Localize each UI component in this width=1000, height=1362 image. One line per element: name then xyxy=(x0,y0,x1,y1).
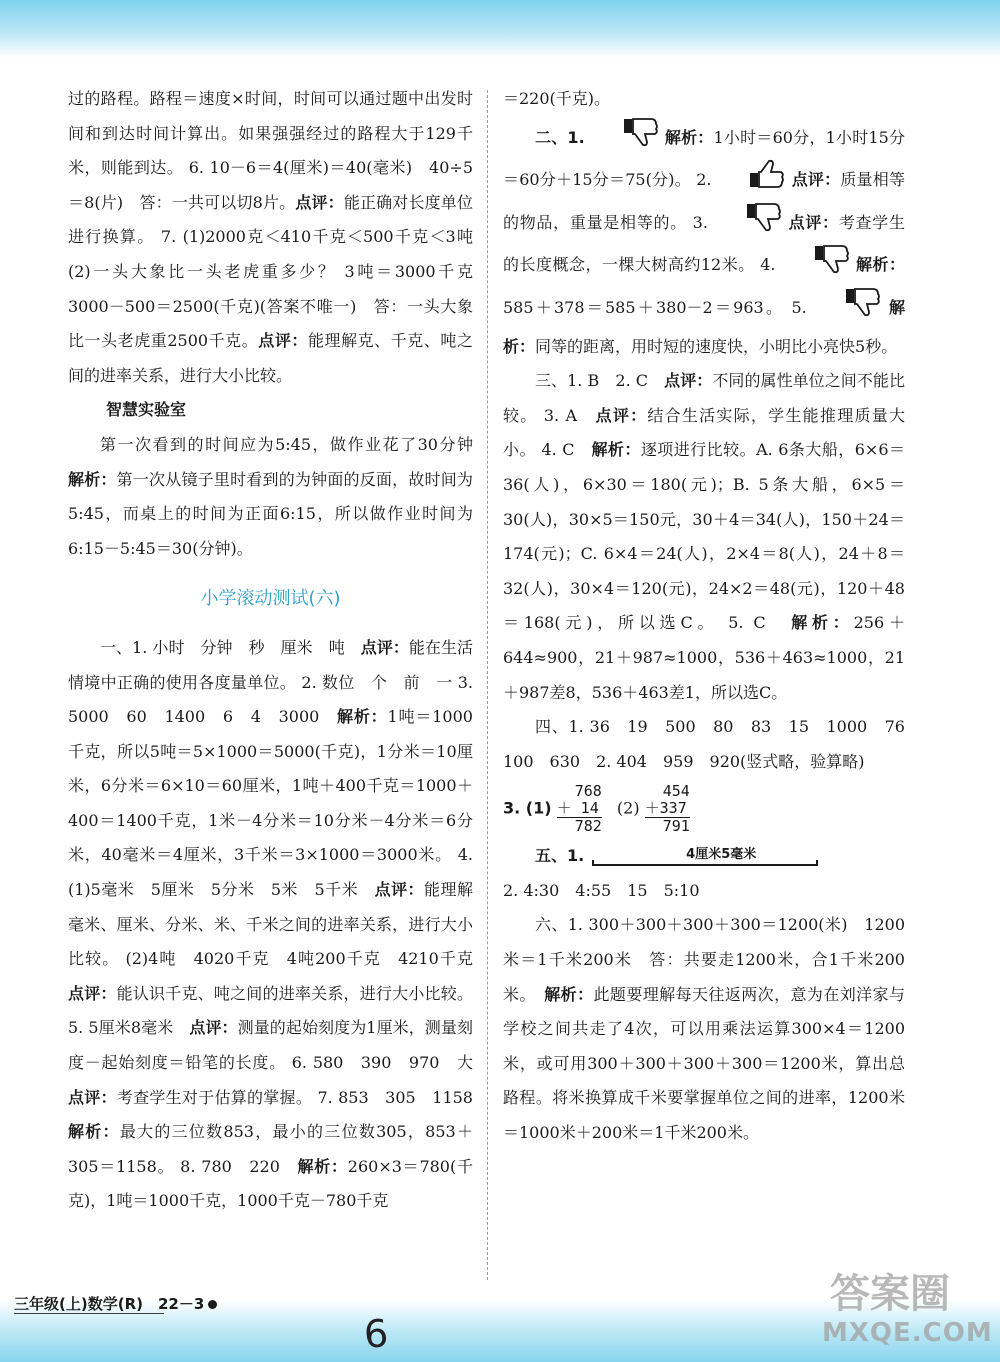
answer-text: 能认识千克、吨之间的进率关系，进行大小比较。 5. 5厘米8毫米 xyxy=(68,983,473,1038)
comment-label: 点评： xyxy=(595,405,648,425)
thumbs-down-icon xyxy=(782,244,850,287)
thumbs-down-icon xyxy=(591,117,659,160)
section-title: 小学滚动测试(六) xyxy=(200,588,341,610)
answer-text: 逐项进行比较。A. 6条大船，6×6＝36(人)，6×30＝180(元)；B. 5条大船，6×5＝30(人)，30×5＝150元，30＋4＝34(人)，150＋24＝174(元)；C. 6×4＝24(人)，2×4＝8(人)，24＋8＝32(人)，30×4＝120(元)，24×2＝48(元)，120＋48＝168(元)，所以选C。 5. C xyxy=(503,440,905,633)
answer-text: 585＋378＝585＋380－2＝963。 5. xyxy=(503,297,807,317)
addend: 454 xyxy=(644,782,690,801)
section-four-paragraph: 四、1. 36 19 500 80 83 15 1000 76 100 630 2. 404 959 920(竖式略，验算略) xyxy=(503,717,922,771)
question-number: 3. (1) xyxy=(503,798,552,818)
addend: ＋337 xyxy=(644,799,687,818)
question-number: (2) xyxy=(616,798,640,818)
sum: 782 xyxy=(556,817,602,836)
analysis-label: 解析： xyxy=(503,297,905,356)
analysis-label: 解析： xyxy=(664,127,714,147)
answer-text: 结合生活实际，学生能推理质量大小。 4. C xyxy=(503,405,905,460)
segment-bar xyxy=(592,864,818,866)
sum: 791 xyxy=(644,817,690,836)
comment-label: 点评： xyxy=(295,192,344,212)
comment-label: 点评： xyxy=(787,212,839,232)
segment-label: 4厘米5毫米 xyxy=(686,846,757,862)
answer-text: 1小时＝60分，1小时15分＝60分＋15分＝75(分)。 2. xyxy=(503,127,905,189)
footer-label: 三年级(上)数学(R) 22－3 xyxy=(14,1295,205,1313)
comment-label: 点评： xyxy=(68,983,117,1003)
watermark-url: MXQE.COM xyxy=(822,1318,993,1348)
vertical-addition-2 xyxy=(645,783,690,835)
comment-label: 点评： xyxy=(258,331,308,351)
measured-line-segment xyxy=(592,846,818,868)
question-number: 五、1. xyxy=(535,846,585,866)
lab-heading: 智慧实验室 xyxy=(106,400,187,420)
section-six-paragraph xyxy=(503,908,905,1150)
analysis-label: 解析： xyxy=(855,255,905,275)
answer-text: 质量相等的物品，重量是相等的。 3. xyxy=(503,169,905,232)
watermark-text: 答案圈 xyxy=(830,1271,950,1317)
vertical-calculation-row xyxy=(503,783,905,835)
segment-tick xyxy=(592,860,594,866)
comment-label: 点评： xyxy=(189,1018,238,1038)
answer-text: 六、1. 300＋300＋300＋300＝1200(米) 1200米＝1千米200米 答：共要走1200米，合1千米200米。 xyxy=(503,915,905,1004)
handwritten-page-number: 6 xyxy=(362,1311,390,1357)
answer-text: 不同的属性单位之间不能比较。 3. A xyxy=(503,371,905,425)
left-column xyxy=(68,82,490,1219)
answer-text: 考查学生的长度概念，一棵大树高约12米。 4. xyxy=(503,212,905,275)
paragraph xyxy=(68,82,490,393)
section-three-paragraph xyxy=(503,364,905,710)
paragraph: ＝220(千克)。 xyxy=(503,89,611,108)
thumbs-up-icon xyxy=(717,159,785,202)
answer-text: 能正确对长度单位进行换算。 7. (1)2000克＜410千克＜500千克＜3吨 (2)一头大象比一头老虎重多少？ 3吨＝3000千克 3000－500＝2500(千克)(答案不唯一) 答：一头大象比一头老虎重2500千克。 xyxy=(68,192,490,351)
question-number: 二、1. xyxy=(535,127,585,147)
comment-label: 点评： xyxy=(68,1087,117,1107)
analysis-label: 解析： xyxy=(544,984,594,1004)
analysis-label: 解析： xyxy=(591,440,641,460)
answer-text: 测量的起始刻度为1厘米，测量刻度－起始刻度＝铅笔的长度。 6. 580 390 970 大 xyxy=(68,1018,473,1073)
answer-text: 能理解毫米、厘米、分米、米、千米之间的进率关系，进行大小比较。 (2)4吨 4020千克 4吨200千克 4210千克 xyxy=(68,880,473,969)
answer-text: 1吨＝1000千克，所以5吨＝5×1000＝5000(千克)，1分米＝10厘米，6分米＝6×10＝60厘米，1吨＋400千克＝1000＋400＝1400千克，1米－4分米＝10分米－4分米＝6分米，40毫米＝4厘米，3千米＝3×1000＝3000米。 4. (1)5毫米 5厘米 5分米 5米 5千米 xyxy=(68,707,473,900)
answer-text: 此题要理解每天往返两次，意为在刘洋家与学校之间共走了4次，可以用乘法运算300×4＝1200米，或可用300＋300＋300＋300＝1200米，算出总路程。将米换算成千米要掌握单位之间的进率，1200米＝1000米＋200米＝1千米200米。 xyxy=(503,984,905,1143)
analysis-label: 解析： xyxy=(337,707,388,727)
answer-text: 能理解克、千克、吨之间的进率关系，进行大小比较。 xyxy=(68,331,473,385)
right-column xyxy=(503,82,922,1151)
footer-rule xyxy=(14,1313,164,1314)
section-five-paragraph xyxy=(503,839,905,874)
top-decorative-band xyxy=(0,0,1000,58)
answer-text: 考查学生对于估算的掌握。 7. 853 305 1158 xyxy=(116,1087,473,1107)
analysis-label: 解析： xyxy=(791,613,854,633)
answer-text: 一、1. 小时 分钟 秒 厘米 吨 xyxy=(100,637,345,657)
vertical-addition-1 xyxy=(557,783,602,835)
thumbs-down-icon xyxy=(714,202,782,245)
addend: 768 xyxy=(556,782,602,801)
answer-text: 第一次从镜子里时看到的为钟面的反面，故时间为5:45，而桌上的时间为正面6:15，所以做作业时间为6:15－5:45＝30(分钟)。 xyxy=(68,469,473,558)
lab-paragraph xyxy=(68,428,473,566)
comment-label: 点评： xyxy=(374,880,425,900)
comment-label: 点评： xyxy=(664,371,713,391)
answer-text: 能在生活情境中正确的使用各度量单位。 2. 数位 个 前 一 3. 5000 60 1400 6 4 3000 xyxy=(68,637,473,727)
analysis-label: 解析： xyxy=(68,1122,120,1142)
section-two-paragraph xyxy=(503,117,905,365)
segment-tick xyxy=(816,860,818,866)
paragraph: 2. 4:30 4:55 15 5:10 xyxy=(503,880,700,900)
answer-text: 256＋644≈900，21＋987≈1000，536＋463≈1000，21＋987差8，536＋463差1，所以选C。 xyxy=(503,613,905,702)
analysis-label: 解析： xyxy=(68,469,117,489)
addend: ＋ 14 xyxy=(556,799,599,818)
analysis-label: 解析： xyxy=(297,1156,348,1176)
answer-text: 三、1. B 2. C xyxy=(535,371,649,391)
bullet-icon xyxy=(208,1300,217,1309)
answer-text: 同等的距离，用时短的速度快，小明比小亮快5秒。 xyxy=(535,336,898,356)
answer-text: 第一次看到的时间应为5:45，做作业花了30分钟 xyxy=(100,434,473,454)
answer-text: 过的路程。路程＝速度×时间，时间可以通过题中出发时间和到达时间计算出。如果强强经过的路程大于129千米，则能到达。 6. 10－6＝4(厘米)＝40(毫米) 40÷5＝8(片) 答：一共可以切8片。 xyxy=(68,89,473,212)
answer-text: 260×3＝780(千克)，1吨＝1000千克，1000千克－780千克 xyxy=(68,1156,473,1211)
page-footer xyxy=(14,1293,217,1314)
watermark xyxy=(820,1262,995,1358)
comment-label: 点评： xyxy=(791,169,841,189)
thumbs-down-icon xyxy=(813,287,881,330)
comment-label: 点评： xyxy=(360,637,409,657)
section-paragraph xyxy=(68,631,473,1219)
answer-text: 最大的三位数853，最小的三位数305，853＋305＝1158。 8. 780 220 xyxy=(68,1122,473,1176)
